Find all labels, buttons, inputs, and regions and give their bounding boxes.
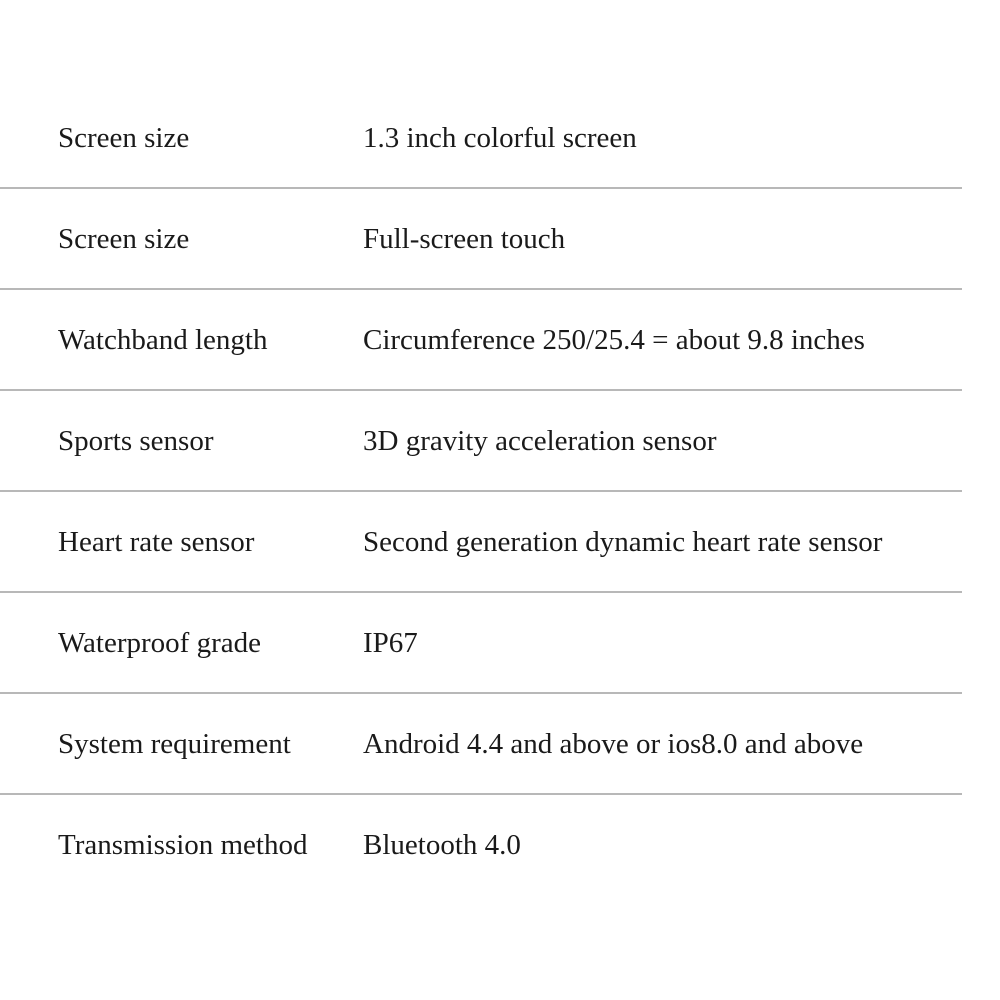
spec-value: IP67 [363, 627, 418, 659]
spec-value: Circumference 250/25.4 = about 9.8 inches [363, 324, 865, 356]
spec-row-watchband-length [0, 290, 962, 391]
spec-value: 3D gravity acceleration sensor [363, 425, 717, 457]
spec-value: Second generation dynamic heart rate sensor [363, 526, 883, 558]
spec-value: 1.3 inch colorful screen [363, 122, 637, 154]
spec-label: Watchband length [58, 324, 268, 356]
spec-row-sports-sensor [0, 391, 962, 492]
spec-label: Screen size [58, 122, 190, 154]
spec-row-screen-size [0, 88, 962, 189]
spec-label: System requirement [58, 728, 291, 760]
spec-row-transmission-method [0, 795, 962, 896]
spec-row-waterproof-grade [0, 593, 962, 694]
spec-label: Waterproof grade [58, 627, 261, 659]
spec-row-heart-rate-sensor [0, 492, 962, 593]
spec-label: Heart rate sensor [58, 526, 255, 558]
spec-label: Sports sensor [58, 425, 214, 457]
spec-table [0, 88, 962, 896]
spec-label: Transmission method [58, 829, 308, 861]
spec-value: Android 4.4 and above or ios8.0 and above [363, 728, 864, 760]
spec-value: Bluetooth 4.0 [363, 829, 521, 861]
spec-row-system-requirement [0, 694, 962, 795]
spec-value: Full-screen touch [363, 223, 566, 255]
spec-label: Screen size [58, 223, 190, 255]
spec-row-screen-touch [0, 189, 962, 290]
